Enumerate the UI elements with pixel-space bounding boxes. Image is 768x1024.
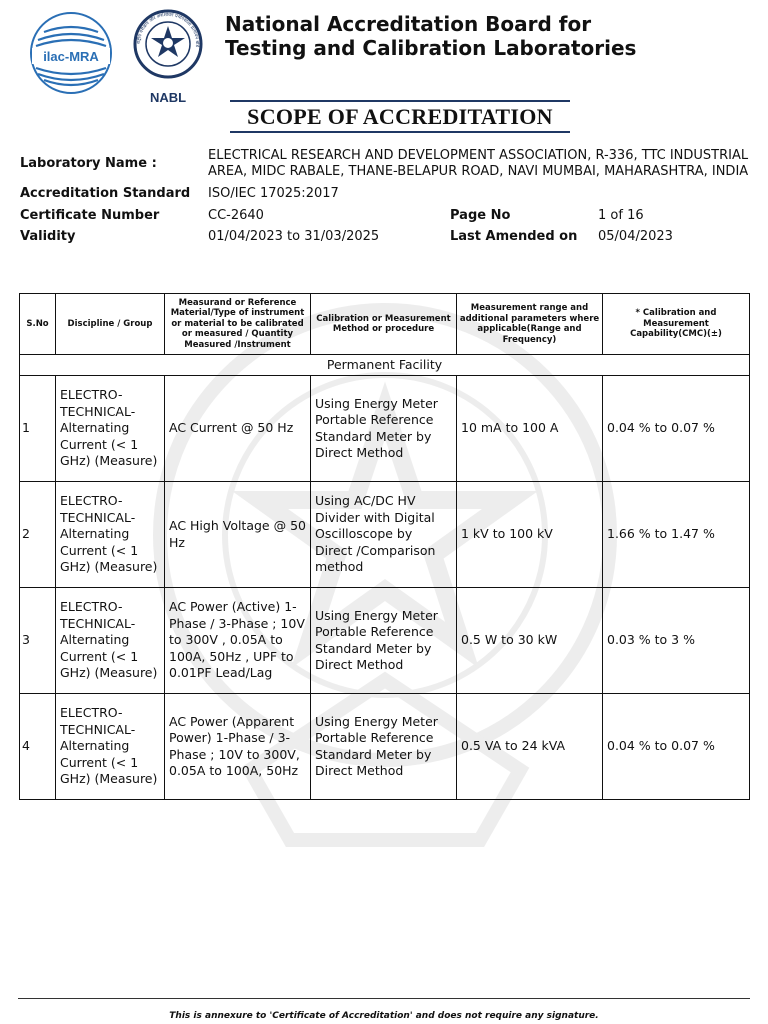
cell-sno: 2 — [20, 482, 56, 588]
cell-measurand: AC Power (Active) 1-Phase / 3-Phase ; 10V to 300V , 0.05A to 100A, 50Hz , UPF to 0.01PF Lead/Lag — [165, 588, 311, 694]
table-row — [20, 376, 750, 482]
ilac-mra-logo — [28, 10, 114, 96]
org-name-line1: National Accreditation Board for — [225, 12, 592, 36]
certificate-value: CC-2640 — [208, 208, 264, 223]
scope-title-block — [230, 100, 570, 133]
amended-label: Last Amended on — [450, 229, 578, 244]
validity-label: Validity — [20, 229, 76, 244]
cell-range: 10 mA to 100 A — [457, 376, 603, 482]
cell-sno: 1 — [20, 376, 56, 482]
table-row — [20, 482, 750, 588]
cell-range: 0.5 VA to 24 kVA — [457, 694, 603, 800]
org-name — [225, 12, 636, 60]
cell-cmc: 0.03 % to 3 % — [603, 588, 750, 694]
title-rule-bottom — [230, 131, 570, 133]
cell-method: Using AC/DC HV Divider with Digital Oscilloscope by Direct /Comparison method — [311, 482, 457, 588]
cell-range: 0.5 W to 30 kW — [457, 588, 603, 694]
validity-value: 01/04/2023 to 31/03/2025 — [208, 229, 380, 244]
table-row — [20, 588, 750, 694]
lab-name-line2: AREA, MIDC RABALE, THANE-BELAPUR ROAD, NAVI MUMBAI, MAHARASHTRA, INDIA — [208, 164, 749, 179]
table-row — [20, 694, 750, 800]
certificate-label: Certificate Number — [20, 208, 160, 223]
cell-measurand: AC High Voltage @ 50 Hz — [165, 482, 311, 588]
cell-discipline: ELECTRO-TECHNICAL-Alternating Current (< 1 GHz) (Measure) — [56, 482, 165, 588]
col-header-method: Calibration or Measurement Method or procedure — [311, 294, 457, 355]
table-header-row — [20, 294, 750, 355]
cell-cmc: 1.66 % to 1.47 % — [603, 482, 750, 588]
scope-table — [19, 293, 750, 800]
cell-method: Using Energy Meter Portable Reference Standard Meter by Direct Method — [311, 376, 457, 482]
svg-text:राष्ट्रीय परीक्षण और अंशशोधन प: राष्ट्रीय परीक्षण और अंशशोधन प्रयोगशाला प्रत्यायन बोर्ड — [136, 12, 200, 48]
col-header-range: Measurement range and additional parameters where applicable(Range and Frequency) — [457, 294, 603, 355]
standard-label: Accreditation Standard — [20, 186, 191, 201]
col-header-discipline: Discipline / Group — [56, 294, 165, 355]
svg-text:NABL: NABL — [149, 90, 187, 105]
cell-measurand: AC Current @ 50 Hz — [165, 376, 311, 482]
col-header-measurand: Measurand or Reference Material/Type of instrument or material to be calibrated or measured / Quantity Measured /Instrument — [165, 294, 311, 355]
cell-cmc: 0.04 % to 0.07 % — [603, 694, 750, 800]
org-name-line2: Testing and Calibration Laboratories — [225, 36, 637, 60]
lab-name-line1: ELECTRICAL RESEARCH AND DEVELOPMENT ASSOCIATION, R-336, TTC INDUSTRIAL — [208, 148, 749, 163]
footer-rule — [18, 998, 750, 999]
cell-method: Using Energy Meter Portable Reference Standard Meter by Direct Method — [311, 588, 457, 694]
page-no-value: 1 of 16 — [598, 208, 644, 223]
col-header-cmc: * Calibration and Measurement Capability(CMC)(±) — [603, 294, 750, 355]
page-title: SCOPE OF ACCREDITATION — [247, 104, 553, 129]
cell-sno: 4 — [20, 694, 56, 800]
cell-measurand: AC Power (Apparent Power) 1-Phase / 3-Phase ; 10V to 300V, 0.05A to 100A, 50Hz — [165, 694, 311, 800]
amended-value: 05/04/2023 — [598, 229, 673, 244]
standard-value: ISO/IEC 17025:2017 — [208, 186, 339, 201]
page-no-label: Page No — [450, 208, 511, 223]
cell-sno: 3 — [20, 588, 56, 694]
col-header-sno: S.No — [20, 294, 56, 355]
cell-discipline: ELECTRO-TECHNICAL-Alternating Current (< 1 GHz) (Measure) — [56, 376, 165, 482]
cell-discipline: ELECTRO-TECHNICAL-Alternating Current (< 1 GHz) (Measure) — [56, 588, 165, 694]
footer-note: This is annexure to 'Certificate of Accreditation' and does not require any signature. — [169, 1011, 599, 1021]
cell-cmc: 0.04 % to 0.07 % — [603, 376, 750, 482]
cell-discipline: ELECTRO-TECHNICAL-Alternating Current (< 1 GHz) (Measure) — [56, 694, 165, 800]
lab-name-label: Laboratory Name : — [20, 156, 157, 171]
facility-label: Permanent Facility — [20, 355, 750, 376]
cell-range: 1 kV to 100 kV — [457, 482, 603, 588]
facility-row — [20, 355, 750, 376]
nabl-logo — [132, 8, 204, 108]
svg-text:ilac-MRA: ilac-MRA — [43, 49, 99, 64]
cell-method: Using Energy Meter Portable Reference Standard Meter by Direct Method — [311, 694, 457, 800]
